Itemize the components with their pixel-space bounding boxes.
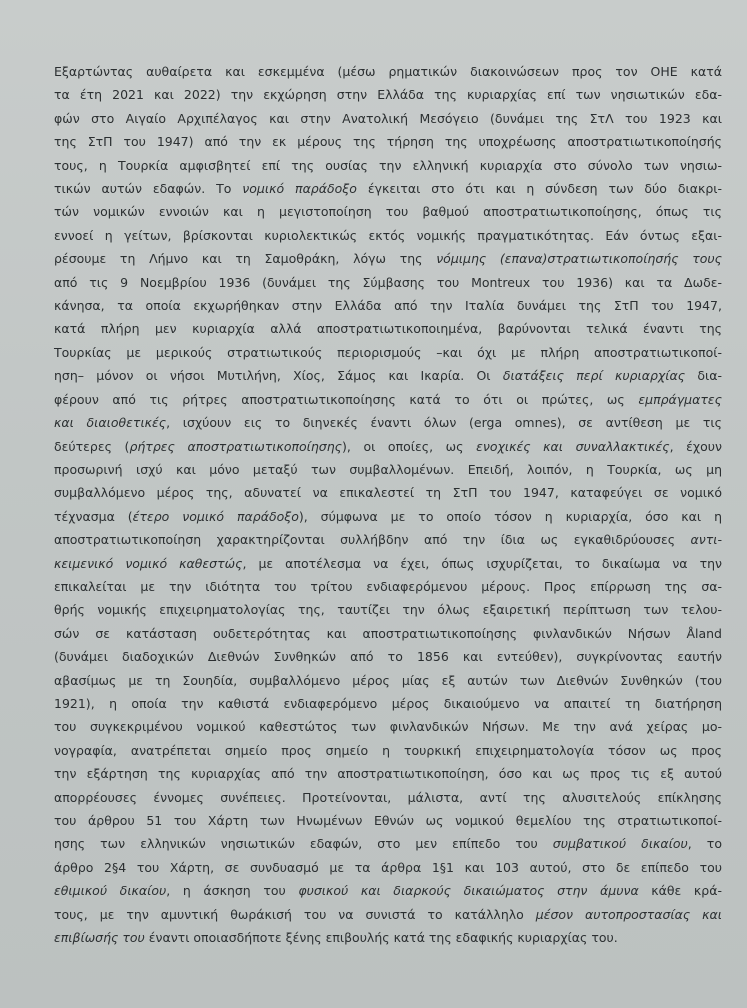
text-line	[54, 505, 722, 528]
text-line	[54, 762, 722, 785]
text-line	[54, 856, 722, 879]
text-segment: επικαλείται με την ιδιότητα του τρίτου ενδιαφερόμενου μέρους. Προς επίρρωση της σα-	[54, 578, 722, 594]
text-line	[54, 739, 722, 762]
text-segment: , έχουν	[669, 438, 723, 454]
text-segment: δια-	[685, 368, 722, 384]
italic-text: φυσικού και διαρκούς δικαιώματος στην άμυνα	[298, 883, 639, 899]
text-segment: τα έτη 2021 και 2022) την εκχώρηση στην Ελλάδα της κυριαρχίας επί των νησιωτικών εδα-	[54, 87, 722, 103]
text-line	[54, 481, 722, 504]
text-line	[54, 271, 722, 294]
text-line	[54, 317, 722, 340]
text-line	[54, 692, 722, 715]
italic-text: εμπράγματες	[638, 391, 722, 407]
text-line	[54, 294, 722, 317]
text-line	[54, 879, 722, 902]
text-line	[54, 177, 722, 200]
text-segment: 1921), η οποία την καθιστά ενδιαφερόμενο μέρος δικαιούμενο να απαιτεί τη διατήρηση	[54, 695, 722, 711]
text-line	[54, 341, 722, 364]
text-segment: τους, με την αμυντική θωράκισή του να συνιστά το κατάλληλο	[54, 906, 536, 922]
text-line	[54, 645, 722, 668]
text-segment: ρέσουμε τη Λήμνο και τη Σαμοθράκη, λόγω της	[54, 251, 437, 267]
text-segment: , η άσκηση του	[166, 883, 299, 899]
text-segment: Τουρκίας με μερικούς στρατιωτικούς περιορισμούς –και όχι με πλήρη αποστρατιωτικοποί-	[54, 344, 722, 360]
text-segment: προσωρινή ισχύ και μόνο μεταξύ των συμβαλλομένων. Επειδή, λοιπόν, η Τουρκία, ως μη	[54, 461, 722, 477]
italic-text: έτερο νομικό παράδοξο	[132, 508, 299, 524]
text-segment: ), οι οποίες, ως	[342, 438, 477, 454]
text-line	[54, 575, 722, 598]
text-segment: νογραφία, ανατρέπεται σημείο προς σημείο η τουρκική επιχειρηματολογία τόσον ως προς	[54, 742, 722, 758]
text-line	[54, 458, 722, 481]
text-segment: ησης των ελληνικών νησιωτικών εδαφών, στο μεν επίπεδο του	[54, 836, 553, 852]
text-segment: έγκειται στο ότι και η σύνδεση των δύο διακρι-	[356, 181, 722, 197]
text-line	[54, 247, 722, 270]
text-segment: φών στο Αιγαίο Αρχιπέλαγος και στην Ανατολική Μεσόγειο (δυνάμει της ΣτΛ του 1923 και	[54, 110, 722, 126]
text-line	[54, 364, 722, 387]
italic-text: αντι-	[690, 532, 722, 548]
text-segment: κάθε κρά-	[638, 883, 722, 899]
text-line	[54, 435, 722, 458]
text-line	[54, 224, 722, 247]
text-line	[54, 107, 722, 130]
text-line	[54, 598, 722, 621]
text-segment: της ΣτΠ του 1947) από την εκ μέρους της τήρηση της υποχρέωσης αποστρατιωτικοποίησής	[54, 134, 722, 150]
text-line	[54, 60, 722, 83]
italic-text: και διαιοθετικές	[54, 415, 167, 431]
italic-text: ενοχικές και συναλλακτικές	[476, 438, 670, 454]
text-segment: αποστρατιωτικοποίηση χαρακτηρίζονται συλλήβδην από την ίδια ως εγκαθιδρύουσες	[54, 532, 691, 548]
text-line	[54, 622, 722, 645]
text-segment: απορρέουσες έννομες συνέπειες. Προτείνονται, μάλιστα, αντί της αλυσιτελούς επίκλησης	[54, 789, 722, 805]
italic-text: κειμενικό νομικό καθεστώς	[54, 555, 243, 571]
text-segment: Εξαρτώντας αυθαίρετα και εσκεμμένα (μέσω ρηματικών διακοινώσεων προς τον ΟΗΕ κατά	[54, 64, 722, 79]
italic-text: νομικό παράδοξο	[242, 181, 357, 197]
text-line	[54, 669, 722, 692]
text-segment: τους, η Τουρκία αμφισβητεί επί της ουσίας την ελληνική κυριαρχία στο σύνολο των νησιω-	[54, 157, 722, 173]
text-segment: θρής νομικής επιχειρηματολογίας της, ταυτίζει την όλως εξαιρετική περίπτωση των τελου-	[54, 602, 722, 618]
text-line	[54, 903, 722, 926]
text-line	[54, 411, 722, 434]
text-segment: ), σύμφωνα με το οποίο τόσον η κυριαρχία, όσο και η	[298, 508, 723, 524]
text-segment: αβασίμως με τη Σουηδία, συμβαλλόμενο μέρος μίας εξ αυτών των Διεθνών Συνθηκών (του	[54, 672, 722, 688]
text-segment: έναντι οποιασδήποτε ξένης επιβουλής κατά της εδαφικής κυριαρχίας του.	[144, 930, 618, 946]
text-segment: του άρθρου 51 του Χάρτη των Ηνωμένων Εθνών ως νομικού θεμελίου της στρατιωτικοποί-	[54, 813, 722, 828]
text-line	[54, 388, 722, 411]
text-line	[54, 832, 722, 855]
text-segment: τέχνασμα (	[54, 508, 133, 524]
text-line	[54, 552, 722, 575]
italic-text: συμβατικού δικαίου	[552, 836, 688, 852]
text-segment: τών νομικών εννοιών και η μεγιστοποίηση του βαθμού αποστρατιωτικοποίησης, όπως τις	[54, 204, 722, 220]
text-segment: τικών αυτών εδαφών. Το	[54, 181, 243, 197]
text-segment: σών σε κατάσταση ουδετερότητας και αποστρατιωτικοποίησης φινλανδικών Νήσων Åland	[54, 625, 722, 641]
text-segment: , με αποτέλεσμα να έχει, όπως ισχυρίζεται, το δικαίωμα να την	[242, 555, 722, 571]
text-segment: άρθρο 2§4 του Χάρτη, σε συνδυασμό με τα άρθρα 1§1 και 103 αυτού, στο δε επίπεδο του	[54, 859, 722, 875]
italic-text: διατάξεις περί κυριαρχίας	[502, 368, 686, 384]
text-line	[54, 528, 722, 551]
text-segment: (δυνάμει διαδοχικών Διεθνών Συνθηκών από το 1856 και εντεύθεν), συγκρίνοντας εαυτήν	[54, 649, 722, 665]
italic-text: εθιμικού δικαίου	[54, 883, 167, 899]
text-segment: ηση– μόνον οι νήσοι Μυτιλήνη, Χίος, Σάμος και Ικαρία. Οι	[54, 368, 503, 384]
italic-text: επιβίωσής του	[54, 930, 145, 946]
body-paragraph	[54, 60, 722, 949]
text-segment: δεύτερες (	[54, 438, 130, 454]
text-line	[54, 154, 722, 177]
text-line	[54, 130, 722, 153]
text-line	[54, 200, 722, 223]
text-line	[54, 715, 722, 738]
text-segment: φέρουν από τις ρήτρες αποστρατιωτικοποίησης κατά το ότι οι πρώτες, ως	[54, 391, 639, 407]
text-line	[54, 809, 722, 832]
text-segment: του συγκεκριμένου νομικού καθεστώτος των φινλανδικών Νήσων. Με την ανά χείρας μο-	[54, 719, 722, 735]
text-line	[54, 926, 722, 949]
text-segment: , το	[687, 836, 722, 852]
text-line	[54, 786, 722, 809]
text-line	[54, 83, 722, 106]
text-segment: εννοεί η γείτων, βρίσκονται κυριολεκτικώς εκτός νομικής πραγματικότητας. Εάν όντως εξαι-	[54, 227, 722, 243]
text-segment: την εξάρτηση της κυριαρχίας από την αποστρατιωτικοποίηση, όσο και ως προς τις εξ αυτού	[54, 766, 722, 782]
italic-text: μέσον αυτοπροστασίας και	[535, 906, 722, 922]
text-segment: συμβαλλόμενο μέρος της, αδυνατεί να επικαλεστεί τη ΣτΠ του 1947, καταφεύγει σε νομικό	[54, 485, 722, 501]
text-segment: , ισχύουν εις το διηνεκές έναντι όλων (erga omnes), σε αντίθεση με τις	[166, 415, 722, 431]
italic-text: νόμιμης (επανα)στρατιωτικοποίησής τους	[436, 251, 722, 267]
text-segment: κατά πλήρη μεν κυριαρχία αλλά αποστρατιωτικοποιημένα, βαρύνονται τελικά έναντι της	[54, 321, 722, 337]
text-segment: από τις 9 Νοεμβρίου 1936 (δυνάμει της Σύμβασης του Montreux του 1936) και τα Δωδε-	[54, 274, 722, 290]
text-segment: κάνησα, τα οποία εκχωρήθηκαν στην Ελλάδα από την Ιταλία δυνάμει της ΣτΠ του 1947,	[54, 298, 722, 314]
italic-text: ρήτρες αποστρατιωτικοποίησης	[129, 438, 342, 454]
